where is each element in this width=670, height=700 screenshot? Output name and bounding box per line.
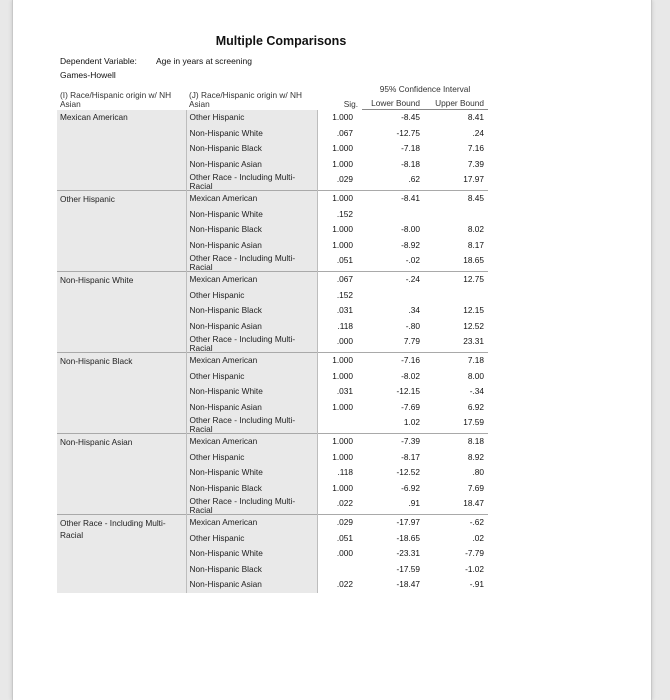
sig-value xyxy=(317,415,362,434)
upper-bound-value: -.34 xyxy=(469,386,484,396)
upper-bound-value: 6.92 xyxy=(467,401,484,412)
comparison-j-label: Non-Hispanic Black xyxy=(186,141,317,157)
upper-bound-value: 23.31 xyxy=(463,336,484,346)
table-row xyxy=(57,515,488,531)
lower-bound-value: -.02 xyxy=(405,255,420,265)
multiple-comparisons-table xyxy=(57,81,488,593)
sig-value: 1.000 xyxy=(332,111,353,122)
comparison-j-label: Non-Hispanic Asian xyxy=(186,157,317,173)
upper-bound-value: -1.02 xyxy=(465,563,484,574)
upper-bound-value: 8.92 xyxy=(467,451,484,462)
upper-bound-value: 8.17 xyxy=(467,239,484,250)
lower-bound-value: -8.17 xyxy=(401,451,420,462)
comparison-j-label: Mexican American xyxy=(186,353,317,369)
upper-bound-value: 7.18 xyxy=(424,353,488,369)
sig-value: 1.000 xyxy=(317,434,362,450)
sig-value: .031 xyxy=(336,386,353,396)
comparison-j-label: Other Race - Including Multi-Racial xyxy=(186,334,317,353)
sig-value: .029 xyxy=(317,515,362,531)
lower-bound-value: -8.02 xyxy=(401,370,420,381)
method-label: Games-Howell xyxy=(60,70,116,80)
sig-value: .152 xyxy=(336,208,353,219)
upper-bound-value: 17.59 xyxy=(463,417,484,427)
sig-value xyxy=(317,562,362,578)
upper-bound-value: 8.02 xyxy=(467,224,484,234)
comparison-j-label: Non-Hispanic Asian xyxy=(186,319,317,335)
sig-column-header: Sig. xyxy=(343,99,358,109)
lower-bound-value: -8.92 xyxy=(401,239,420,250)
comparison-j-label: Non-Hispanic Black xyxy=(186,481,317,497)
sig-value: 1.000 xyxy=(332,143,353,153)
upper-bound-value: 18.47 xyxy=(463,498,484,508)
upper-bound-value: 7.39 xyxy=(467,158,484,169)
sig-value: 1.000 xyxy=(332,158,353,169)
dependent-variable-value: Age in years at screening xyxy=(156,56,252,66)
lower-bound-value: -7.16 xyxy=(362,353,424,369)
upper-bound-value: 7.69 xyxy=(467,482,484,493)
comparison-j-label: Mexican American xyxy=(186,191,317,207)
lower-bound-value: -8.41 xyxy=(362,191,424,207)
table-title: Multiple Comparisons xyxy=(215,34,347,48)
comparison-j-label: Non-Hispanic White xyxy=(186,126,317,142)
comparison-j-label: Other Race - Including Multi-Racial xyxy=(186,415,317,434)
comparison-j-label: Mexican American xyxy=(186,515,317,531)
upper-bound-value: -.91 xyxy=(469,579,484,589)
lower-bound-value: -.80 xyxy=(405,320,420,331)
comparison-j-label: Non-Hispanic Asian xyxy=(186,238,317,254)
sig-value: .029 xyxy=(336,174,353,184)
lower-bound-value: .34 xyxy=(408,305,420,315)
lower-bound-value: .62 xyxy=(408,174,420,184)
comparison-j-label: Non-Hispanic Asian xyxy=(186,577,317,593)
upper-bound-value: -7.79 xyxy=(465,548,484,558)
upper-bound-value: 12.15 xyxy=(463,305,484,315)
upper-bound-value: 18.65 xyxy=(463,255,484,265)
comparison-j-label: Other Hispanic xyxy=(186,450,317,466)
upper-bound-value: 12.52 xyxy=(463,320,484,331)
lower-bound-value: -12.52 xyxy=(396,467,420,477)
lower-bound-value: -17.59 xyxy=(396,563,420,574)
sig-value: .051 xyxy=(336,255,353,265)
table-body xyxy=(57,110,488,593)
upper-bound-value: 8.45 xyxy=(424,191,488,207)
lower-bound-value: .91 xyxy=(408,498,420,508)
sig-value: .031 xyxy=(336,305,353,315)
comparison-j-label: Other Hispanic xyxy=(186,531,317,547)
sig-value: .000 xyxy=(336,336,353,346)
comparison-j-label: Non-Hispanic White xyxy=(186,207,317,223)
lower-bound-value: -8.00 xyxy=(401,224,420,234)
comparison-j-label: Non-Hispanic Black xyxy=(186,222,317,238)
lower-bound-value: -12.75 xyxy=(396,127,420,138)
group-i-label: Other Race - Including Multi-Racial xyxy=(57,515,186,593)
j-column-header: (J) Race/Hispanic origin w/ NH Asian xyxy=(189,89,302,109)
upper-bound-value: 17.97 xyxy=(463,174,484,184)
sig-value: .000 xyxy=(336,548,353,558)
lower-bound-value xyxy=(362,288,424,304)
table-row xyxy=(57,434,488,450)
lower-bound-value: -18.47 xyxy=(396,579,420,589)
lower-bound-value: -18.65 xyxy=(396,532,420,543)
comparison-j-label: Non-Hispanic Asian xyxy=(186,400,317,416)
lower-bound-value xyxy=(362,207,424,223)
lower-bound-value: -23.31 xyxy=(396,548,420,558)
lower-bound-value: -6.92 xyxy=(401,482,420,493)
lower-bound-value: 7.79 xyxy=(403,336,420,346)
sig-value: 1.000 xyxy=(332,401,353,412)
lower-bound-value: -8.45 xyxy=(401,112,420,122)
dependent-variable-label: Dependent Variable: xyxy=(60,56,137,66)
comparison-j-label: Non-Hispanic White xyxy=(186,384,317,400)
dependent-variable-line xyxy=(60,56,252,66)
lower-bound-value: -17.97 xyxy=(362,515,424,531)
sig-value: .067 xyxy=(317,272,362,288)
comparison-j-label: Other Race - Including Multi-Racial xyxy=(186,496,317,515)
comparison-j-label: Non-Hispanic Black xyxy=(186,562,317,578)
lower-bound-value: -12.15 xyxy=(396,386,420,396)
upper-bound-value: 7.16 xyxy=(467,143,484,153)
upper-bound-value: 8.00 xyxy=(467,370,484,381)
group-i-label: Non-Hispanic Asian xyxy=(57,434,186,515)
upper-bound-value: 8.18 xyxy=(424,434,488,450)
upper-bound-value: -.62 xyxy=(424,515,488,531)
comparison-j-label: Other Race - Including Multi-Racial xyxy=(186,172,317,191)
lower-bound-header: Lower Bound xyxy=(362,95,424,110)
sig-value: .152 xyxy=(336,289,353,300)
sig-value: 1.000 xyxy=(332,451,353,462)
i-column-header: (I) Race/Hispanic origin w/ NH Asian xyxy=(60,89,172,109)
lower-bound-value: -.24 xyxy=(362,272,424,288)
sig-value: 1.000 xyxy=(332,482,353,493)
sig-value: 1.000 xyxy=(317,191,362,207)
upper-bound-value xyxy=(424,207,488,223)
lower-bound-value: -7.69 xyxy=(401,401,420,412)
comparison-j-label: Non-Hispanic Black xyxy=(186,303,317,319)
table-row xyxy=(57,191,488,207)
upper-bound-value: .24 xyxy=(472,127,484,138)
comparison-j-label: Non-Hispanic White xyxy=(186,465,317,481)
lower-bound-value: 1.02 xyxy=(403,417,420,427)
table-row xyxy=(57,110,488,126)
group-i-label: Other Hispanic xyxy=(57,191,186,272)
group-i-label: Mexican American xyxy=(57,110,186,191)
sig-value: 1.000 xyxy=(332,370,353,381)
lower-bound-value: -7.18 xyxy=(401,143,420,153)
sig-value: .022 xyxy=(336,579,353,589)
upper-bound-header: Upper Bound xyxy=(424,95,488,110)
group-i-label: Non-Hispanic White xyxy=(57,272,186,353)
upper-bound-value: 8.41 xyxy=(467,112,484,122)
comparison-j-label: Mexican American xyxy=(186,272,317,288)
sig-value: .022 xyxy=(336,498,353,508)
document-page xyxy=(12,0,652,700)
table-row xyxy=(57,272,488,288)
sig-value: .067 xyxy=(336,127,353,138)
upper-bound-value xyxy=(424,288,488,304)
lower-bound-value: -8.18 xyxy=(401,158,420,169)
upper-bound-value: .02 xyxy=(472,532,484,543)
sig-value: 1.000 xyxy=(317,353,362,369)
comparison-j-label: Other Hispanic xyxy=(186,288,317,304)
sig-value: .118 xyxy=(337,320,353,331)
comparison-j-label: Other Hispanic xyxy=(186,110,317,126)
lower-bound-value: -7.39 xyxy=(362,434,424,450)
sig-value: .118 xyxy=(337,467,353,477)
upper-bound-value: .80 xyxy=(472,467,484,477)
table-row xyxy=(57,353,488,369)
group-i-label: Non-Hispanic Black xyxy=(57,353,186,434)
comparison-j-label: Mexican American xyxy=(186,434,317,450)
ci-column-header: 95% Confidence Interval xyxy=(379,84,471,94)
sig-value: 1.000 xyxy=(332,239,353,250)
sig-value: .051 xyxy=(336,532,353,543)
comparison-j-label: Other Hispanic xyxy=(186,369,317,385)
comparison-j-label: Other Race - Including Multi-Racial xyxy=(186,253,317,272)
upper-bound-value: 12.75 xyxy=(424,272,488,288)
comparison-j-label: Non-Hispanic White xyxy=(186,546,317,562)
sig-value: 1.000 xyxy=(332,224,353,234)
